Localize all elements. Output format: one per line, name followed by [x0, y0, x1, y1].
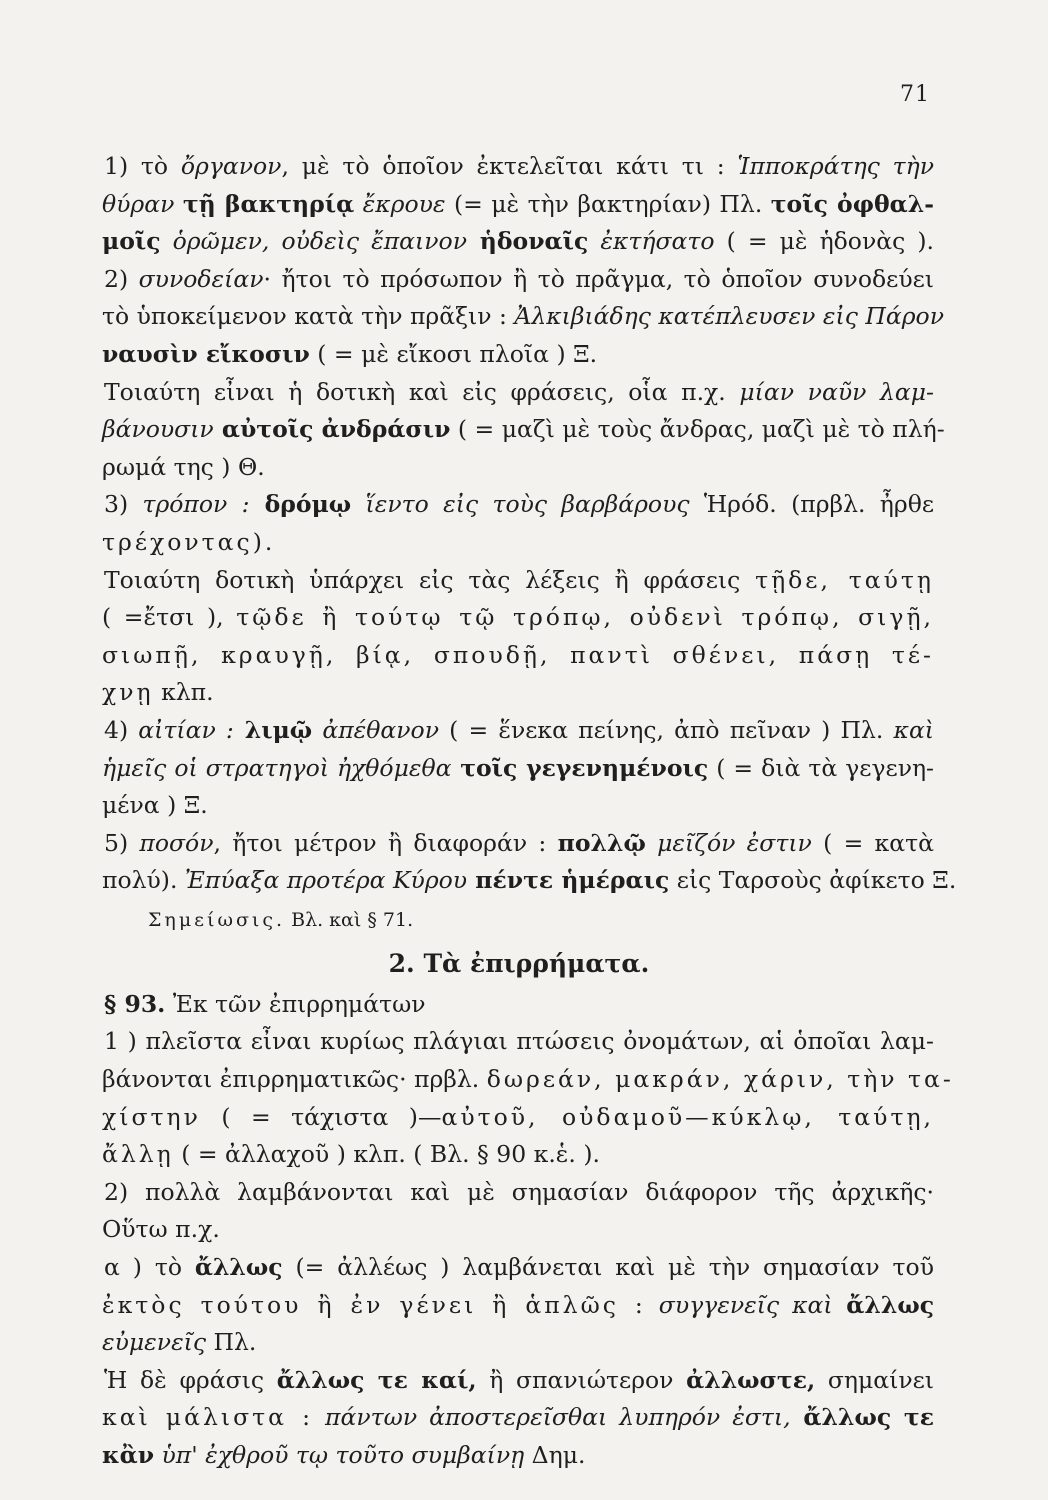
text-line [104, 1174, 934, 1212]
text-span: · ἤτοι τὸ πρόσωπον ἢ τὸ πρᾶγμα, τὸ ὁποῖον συνοδεύει [263, 264, 934, 293]
bold-term: ναυσὶν εἴκοσιν [102, 339, 310, 368]
bold-term: ἄλλως τε [790, 1403, 935, 1432]
bold-term: πέντε ἡμέραις [467, 866, 670, 895]
paragraph-block-adverbs [102, 986, 954, 1475]
italic-example: ποσόν [139, 828, 214, 857]
text-line [102, 223, 934, 261]
text-span: , ἤτοι μέτρον ἢ διαφοράν : [213, 828, 558, 857]
text-span: 1) τὸ [104, 152, 181, 180]
text-line [104, 1362, 934, 1400]
text-line [104, 825, 934, 863]
bold-term: τοῖς γεγενημένοις [451, 753, 709, 782]
text-span: 5) [104, 828, 140, 857]
bold-term: τῇ βακτηρίᾳ [182, 189, 355, 218]
text-span: βάνονται ἐπιρρηματικῶς· πρβλ. [102, 1065, 487, 1094]
text-line [102, 336, 934, 374]
text-span: ( = ἀλλαχοῦ ) κλπ. ( Βλ. § 90 κ.ἑ. ). [173, 1140, 600, 1169]
bold-term: ἄλλως [194, 1253, 283, 1282]
text-span: δωρεάν, μακράν, χάριν, τὴν τα- [486, 1065, 954, 1094]
text-span: Οὕτω π.χ. [102, 1215, 220, 1244]
text-span: ἐκτὸς τούτου ἢ ἐν γένει ἢ ἁπλῶς : [102, 1290, 646, 1319]
text-span: ἢ σπανιώτερον [476, 1365, 687, 1394]
italic-example: μεῖζόν ἐστιν [645, 828, 812, 857]
bold-term: ἄλλως τε καί, [276, 1365, 477, 1394]
text-line [104, 486, 934, 524]
note-label: Σημείωσις. [148, 908, 286, 931]
text-span: τὸ ὑποκείμενον κατὰ τὴν πρᾶξιν : [102, 302, 515, 331]
text-line [104, 1023, 934, 1061]
text-line [102, 524, 934, 562]
text-line [102, 637, 934, 675]
text-span: μένα ) Ξ. [102, 791, 208, 820]
italic-example: ὁρῶμεν, οὐδεὶς ἔπαινον [160, 227, 467, 256]
text-span: χνῃ [102, 678, 154, 707]
section-heading: 2. Τὰ ἐπιρρήματα. [388, 948, 650, 978]
text-span: ( = ἕνεκα πείνης, ἀπὸ πεῖναν ) Πλ. [438, 715, 894, 744]
bold-term: ἡδοναῖς [466, 227, 589, 256]
note-reference: Βλ. καὶ § 71. [285, 908, 414, 931]
italic-example: Ἐπύαξα προτέρα Κύρου [184, 866, 468, 895]
bold-term: ἄλλως [832, 1290, 935, 1319]
italic-example: ὄργανον [180, 152, 282, 180]
text-line [102, 750, 934, 788]
italic-example: μίαν ναῦν λαμ- [739, 377, 934, 406]
text-span: χίστην [102, 1102, 201, 1131]
text-span: ( =ἔτσι ), [102, 603, 237, 632]
italic-example: ὑπ' ἐχθροῦ τῳ τοῦτο συμβαίνῃ [154, 1441, 525, 1469]
text-line [104, 374, 934, 412]
text-span: σημαίνει [815, 1365, 935, 1394]
text-line [102, 787, 934, 825]
text-span: Πλ. [206, 1328, 257, 1357]
text-span: πολύ). [102, 866, 185, 895]
text-span: ρωμά της ) Θ. [102, 452, 265, 481]
text-span: 2) [104, 264, 139, 293]
text-line [102, 411, 945, 449]
text-span: αὐτοῦ, οὐδαμοῦ—κύκλῳ, ταύτῃ, [441, 1102, 934, 1131]
italic-example: βάνουσιν [102, 415, 214, 444]
text-line [102, 449, 934, 487]
text-span: καὶ μάλιστα : [102, 1403, 313, 1432]
text-span: ( = διὰ τὰ γεγενη- [708, 753, 935, 782]
text-line [102, 1437, 934, 1475]
paragraph-block-dative-uses [102, 148, 957, 900]
text-span: 3) [104, 490, 143, 519]
italic-example: Ἀλκιβιάδης κατέπλευσεν εἰς Πάρον [514, 302, 944, 331]
text-span: (= μὲ τὴν βακτηρίαν) Πλ. [445, 189, 771, 218]
body-text [102, 148, 957, 1475]
italic-example: Ἱπποκράτης τὴν [737, 152, 934, 180]
text-span: Τοιαύτη εἶναι ἡ δοτικὴ καὶ εἰς φράσεις, οἷα π.χ. [104, 377, 740, 406]
text-span: ( = κατὰ [811, 828, 934, 857]
italic-example: πάντων ἀποστερεῖσθαι λυπηρόν ἐστι, [312, 1403, 791, 1432]
bold-term: λιμῷ [233, 715, 313, 744]
text-span: , μὲ τὸ ὁποῖον ἐκτελεῖται κάτι τι : [281, 152, 738, 180]
text-span: τῇδε, ταύτῃ [755, 565, 934, 594]
text-span: 4) [104, 715, 139, 744]
note-line [104, 900, 934, 940]
text-span: ( = μὲ ἡδονὰς ). [714, 227, 934, 256]
italic-example: ἐκτήσατο [588, 227, 715, 256]
text-span: τρέχοντας). [102, 527, 276, 556]
italic-example: ἔκρουε [354, 189, 446, 218]
text-span: α ) τὸ [104, 1253, 195, 1282]
text-line [102, 1287, 934, 1325]
bold-term: πολλῷ [557, 828, 646, 857]
text-span: 2) πολλὰ λαμβάνονται καὶ μὲ σημασίαν διάφορον τῆς ἀρχικῆς· [104, 1177, 934, 1206]
italic-example: τρόπον : [142, 490, 250, 519]
text-span: (= ἀλλέως ) λαμβάνεται καὶ μὲ τὴν σημασίαν τοῦ [282, 1253, 934, 1282]
italic-example: ἀπέθανον [312, 715, 439, 744]
bold-term: μοῖς [102, 227, 161, 256]
text-line [102, 862, 957, 900]
italic-example: καὶ [893, 715, 935, 744]
text-line [102, 599, 934, 637]
text-span: ( = μὲ εἴκοσι πλοῖα ) Ξ. [309, 339, 598, 368]
bold-term: κἂν [102, 1441, 155, 1469]
text-line [102, 1211, 934, 1249]
text-line [104, 712, 934, 750]
text-line [102, 1324, 934, 1362]
text-span: Ἐκ τῶν ἐπιρρημάτων [165, 989, 426, 1018]
bold-term: τοῖς ὀφθαλ- [770, 189, 934, 218]
text-line [104, 986, 934, 1024]
text-span: ( = τάχιστα )— [200, 1102, 442, 1131]
text-line [104, 562, 934, 600]
text-line [102, 1399, 934, 1437]
text-line [102, 298, 944, 336]
text-span: Τοιαύτη δοτικὴ ὑπάρχει εἰς τὰς λέξεις ἢ φράσεις [104, 565, 756, 594]
text-line [104, 1249, 934, 1287]
italic-example: εὐμενεῖς [102, 1328, 207, 1357]
text-line [102, 1099, 934, 1137]
text-line [104, 148, 934, 186]
text-span: Ἡ δὲ φράσις [104, 1365, 277, 1394]
text-line [104, 261, 934, 299]
page-number: 71 [900, 82, 930, 107]
text-span: Ἡρόδ. (πρβλ. ἦρθε [689, 490, 935, 519]
text-span: ( = μαζὶ μὲ τοὺς ἄνδρας, μαζὶ μὲ τὸ πλή- [450, 415, 945, 444]
text-span: τῷδε ἢ τούτῳ τῷ τρόπῳ, οὐδενὶ τρόπῳ, σιγῇ, [236, 603, 934, 632]
text-line [102, 186, 934, 224]
text-span: ἄλλῃ [102, 1140, 174, 1169]
bold-term: ἀλλωστε, [686, 1365, 816, 1394]
text-line [102, 1061, 954, 1099]
text-span: σιωπῇ, κραυγῇ, βίᾳ, σπουδῇ, παντὶ σθένει, πάσῃ τέ- [102, 640, 934, 669]
italic-example: συγγενεῖς καὶ [645, 1290, 833, 1319]
text-span: κλπ. [153, 678, 214, 707]
text-span: 1 ) πλεῖστα εἶναι κυρίως πλάγιαι πτώσεις ὀνομάτων, αἱ ὁποῖαι λαμ- [104, 1027, 934, 1056]
italic-example: αἰτίαν : [138, 715, 234, 744]
text-span: Δημ. [524, 1441, 586, 1469]
italic-example: ἵεντο εἰς τοὺς βαρβάρους [351, 490, 690, 519]
bold-term: αὐτοῖς ἀνδράσιν [213, 415, 451, 444]
italic-example: συνοδείαν [138, 264, 264, 293]
text-span: εἰς Ταρσοὺς ἀφίκετο Ξ. [669, 866, 957, 895]
italic-example: ἡμεῖς οἱ στρατηγοὶ ἠχθόμεθα [102, 753, 452, 782]
text-line [102, 674, 934, 712]
bold-term: § 93. [104, 989, 166, 1018]
italic-example: θύραν [102, 189, 183, 218]
text-line [102, 1136, 934, 1174]
bold-term: δρόμῳ [249, 490, 352, 519]
